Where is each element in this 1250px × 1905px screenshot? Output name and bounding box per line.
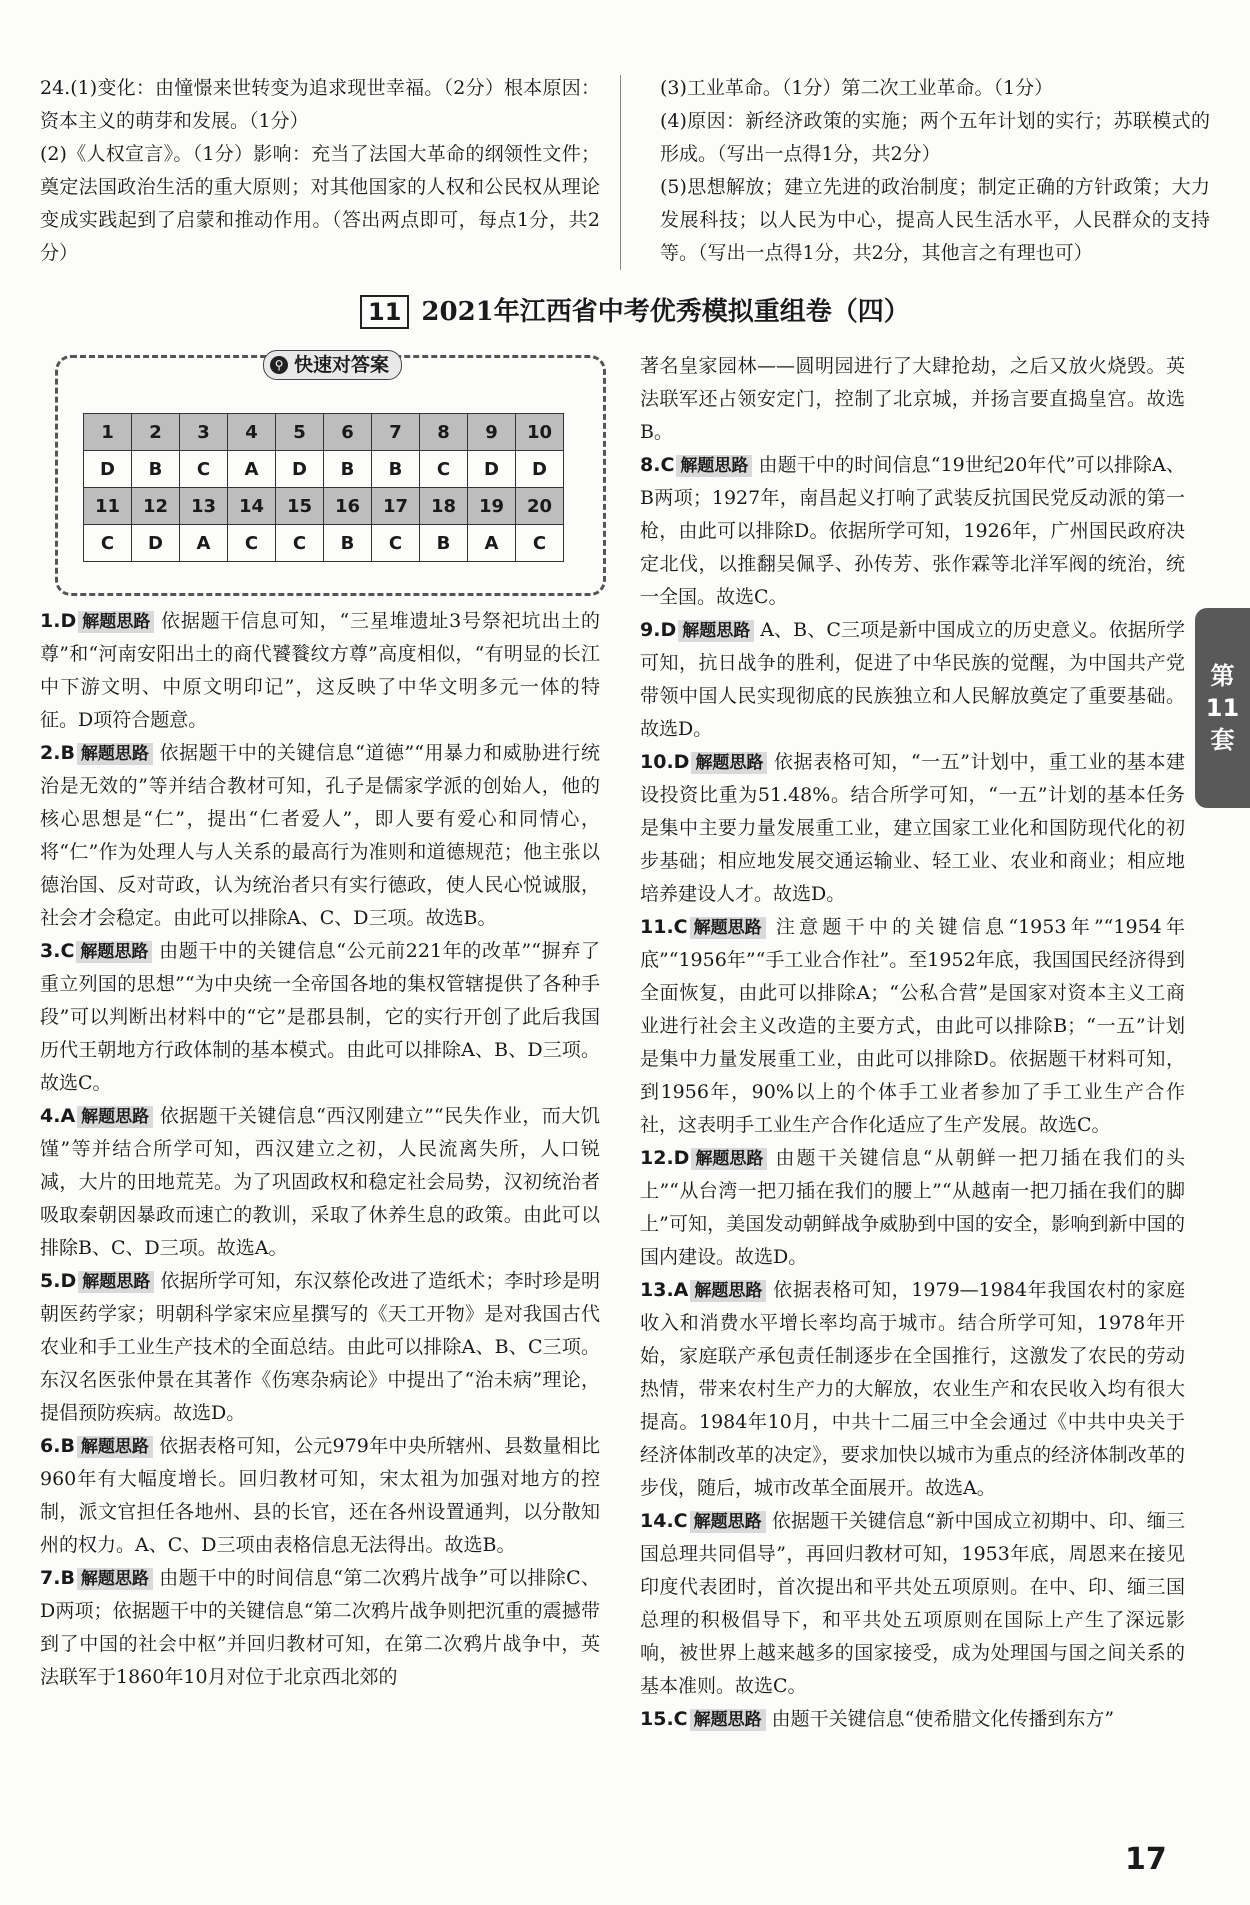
question-number: 1 [84,414,132,451]
answer-number-row-1 [84,414,564,451]
item-number: 12.D [640,1147,690,1169]
solution-tag: 解题思路 [676,455,752,477]
left-explanations [40,605,600,1694]
item-number: 4.A [40,1105,76,1127]
answer-letter-row-2 [84,525,564,562]
question-number: 20 [516,488,564,525]
item-number: 14.C [640,1510,688,1532]
item-text: 著名皇家园林——圆明园进行了大肆抢劫，之后又放火烧毁。英法联军还占领安定门，控制了北京城，并扬言要直捣皇宫。故选B。 [640,355,1185,443]
question-number: 8 [420,414,468,451]
explanation-item [40,737,600,935]
answer-letter: C [372,525,420,562]
item-text: 依据表格可知，1979—1984年我国农村的家庭收入和消费水平增长率均高于城市。结合所学可知，1978年开始，家庭联产承包责任制逐步在全国推行，这激发了农民的劳动热情，带来农村生产力的大解放，农业生产和农民收入均有很大提高。1984年10月，中共十二届三中全会通过《中共中央关于经济体制改革的决定》，要求加快以城市为重点的经济体制改革的步伐，随后，城市改革全面展开。故选A。 [640,1279,1185,1499]
item-text: 依据表格可知，“一五”计划中，重工业的基本建设投资比重为51.48%。结合所学可知，“一五”计划的基本任务是集中主要力量发展重工业，建立国家工业化和国防现代化的初步基础；相应地发展交通运输业、轻工业、农业和商业；相应地培养建设人才。故选D。 [640,751,1185,905]
item-text: 由题干中的时间信息“第二次鸦片战争”可以排除C、D两项；依据题干中的关键信息“第二次鸦片战争则把沉重的震撼带到了中国的社会中枢”并回归教材可知，在第二次鸦片战争中，英法联军于1860年10月对位于北京西北郊的 [40,1567,600,1688]
answer-letter: C [84,525,132,562]
item-number: 15.C [640,1708,688,1730]
item-number: 6.B [40,1435,75,1457]
item-text: 依据所学可知，东汉蔡伦改进了造纸术；李时珍是明朝医药学家；明朝科学家宋应星撰写的《天工开物》是对我国古代农业和手工业生产技术的全面总结。由此可以排除A、B、C三项。东汉名医张仲景在其著作《伤寒杂病论》中提出了“治未病”理论，提倡预防疾病。故选D。 [40,1270,600,1424]
item-text: 依据题干关键信息“西汉刚建立”“民失作业，而大饥馑”等并结合所学可知，西汉建立之初，人民流离失所，人口锐减，大片的田地荒芜。为了巩固政权和稳定社会局势，汉初统治者吸取秦朝因暴政而速亡的教训，采取了休养生息的政策。由此可以排除B、C、D三项。故选A。 [40,1105,600,1259]
answer-24-part4: (4)原因：新经济政策的实施；两个五年计划的实行；苏联模式的形成。（写出一点得1分，共2分） [660,110,1210,165]
top-right-answers [660,72,1210,270]
question-number: 5 [276,414,324,451]
quick-answer-title-text: 快速对答案 [294,354,390,376]
side-tab-line2: 11 [1205,694,1240,722]
answer-number-row-2 [84,488,564,525]
solution-tag: 解题思路 [77,1436,153,1458]
answer-24-part3: (3)工业革命。（1分）第二次工业革命。（1分） [660,77,1054,99]
explanation-item [640,350,1185,449]
answer-letter: B [372,451,420,488]
answer-letter: D [84,451,132,488]
magnifier-icon: ⚲ [270,356,288,374]
explanation-item [40,1562,600,1694]
explanation-item [640,1274,1185,1505]
question-number: 16 [324,488,372,525]
item-text: 注意题干中的关键信息“1953年”“1954年底”“1956年”“手工业合作社”。至1952年底，我国国民经济得到全面恢复，由此可以排除A；“公私合营”是国家对资本主义工商业进行社会主义改造的主要方式，由此可以排除B；“一五”计划是集中力量发展重工业，由此可以排除D。依据题干材料可知，到1956年，90%以上的个体手工业者参加了手工业生产合作社，这表明手工业生产合作化适应了生产发展。故选C。 [640,916,1185,1136]
solution-tag: 解题思路 [77,1568,153,1590]
set-number-badge: 11 [360,295,409,329]
answer-letter: B [132,451,180,488]
item-number: 7.B [40,1567,75,1589]
quick-answer-title [263,350,402,380]
question-number: 18 [420,488,468,525]
explanation-item [640,1703,1185,1736]
question-number: 13 [180,488,228,525]
item-text: 由题干中的时间信息“19世纪20年代”可以排除A、B两项；1927年，南昌起义打响了武装反抗国民党反动派的第一枪，由此可以排除D。依据所学可知，1926年，广州国民政府决定北伐，以推翻吴佩孚、孙传芳、张作霖等北洋军阀的统治，统一全国。故选C。 [640,454,1185,608]
solution-tag: 解题思路 [691,752,767,774]
answer-letter: C [180,451,228,488]
answer-letter: A [180,525,228,562]
answer-table [83,413,564,562]
explanation-item [640,449,1185,614]
answer-letter: B [420,525,468,562]
explanation-item [640,911,1185,1142]
answer-24-part5: (5)思想解放；建立先进的政治制度；制定正确的方针政策；大力发展科技；以人民为中心，提高人民生活水平，人民群众的支持等。（写出一点得1分，共2分，其他言之有理也可） [660,176,1210,264]
solution-tag: 解题思路 [690,1511,766,1533]
solution-tag: 解题思路 [690,1280,766,1302]
item-text: 由题干关键信息“从朝鲜一把刀插在我们的头上”“从台湾一把刀插在我们的腰上”“从越南一把刀插在我们的脚上”可知，美国发动朝鲜战争威胁到中国的安全，影响到新中国的国内建设。故选D。 [640,1147,1185,1268]
item-text: 由题干中的关键信息“公元前221年的改革”“摒弃了重立列国的思想”“为中央统一全帝国各地的集权管辖提供了各种手段”可以判断出材料中的“它”是郡县制，它的实行开创了此后我国历代王朝地方行政体制的基本模式。由此可以排除A、B、D三项。故选C。 [40,940,600,1094]
item-text: 依据表格可知，公元979年中央所辖州、县数量相比960年有大幅度增长。回归教材可知，宋太祖为加强对地方的控制，派文官担任各地州、县的长官，还在各州设置通判，以分散知州的权力。A、C、D三项由表格信息无法得出。故选B。 [40,1435,600,1556]
question-number: 15 [276,488,324,525]
item-text: 由题干关键信息“使希腊文化传播到东方” [771,1708,1115,1730]
answer-letter: C [276,525,324,562]
explanation-item [40,935,600,1100]
page-number: 17 [1125,1842,1167,1877]
solution-tag: 解题思路 [77,743,153,765]
answer-letter: D [132,525,180,562]
question-number: 2 [132,414,180,451]
answer-letter: C [420,451,468,488]
item-number: 3.C [40,940,75,962]
item-text: 依据题干信息可知，“三星堆遗址3号祭祀坑出土的尊”和“河南安阳出土的商代饕餮纹方尊”高度相似，“有明显的长江中下游文明、中原文明印记”，这反映了中华文明多元一体的特征。D项符合题意。 [40,610,600,731]
question-number: 3 [180,414,228,451]
explanation-item [40,1265,600,1430]
question-number: 19 [468,488,516,525]
top-left-answers [40,72,600,270]
solution-tag: 解题思路 [690,1709,766,1731]
answer-24-part2: (2)《人权宣言》。（1分）影响：充当了法国大革命的纲领性文件；奠定法国政治生活的重大原则；对其他国家的人权和公民权从理论变成实践起到了启蒙和推动作用。（答出两点即可，每点1分，共2分） [40,143,600,264]
answer-letter: A [468,525,516,562]
question-number: 7 [372,414,420,451]
item-number: 9.D [640,619,677,641]
explanation-item [640,1142,1185,1274]
explanation-item [640,1505,1185,1703]
item-number: 5.D [40,1270,77,1292]
side-tab-line1: 第 [1210,662,1235,690]
question-number: 17 [372,488,420,525]
solution-tag: 解题思路 [77,1106,153,1128]
item-number: 10.D [640,751,690,773]
answer-letter: C [228,525,276,562]
question-number: 4 [228,414,276,451]
answer-letter: D [276,451,324,488]
question-number: 10 [516,414,564,451]
section-header [360,292,910,332]
item-number: 11.C [640,916,688,938]
solution-tag: 解题思路 [691,1148,767,1170]
chapter-side-tab [1195,608,1250,808]
quick-answer-box [55,355,606,596]
column-divider [620,75,621,270]
question-number: 14 [228,488,276,525]
item-text: 依据题干关键信息“新中国成立初期中、印、缅三国总理共同倡导”，再回归教材可知，1953年底，周恩来在接见印度代表团时，首次提出和平共处五项原则。在中、印、缅三国总理的积极倡导下，和平共处五项原则在国际上产生了深远影响，被世界上越来越多的国家接受，成为处理国与国之间关系的基本准则。故选C。 [640,1510,1185,1697]
explanation-item [40,1100,600,1265]
question-number: 9 [468,414,516,451]
item-number: 13.A [640,1279,689,1301]
answer-letter: D [468,451,516,488]
solution-tag: 解题思路 [690,917,766,939]
item-number: 1.D [40,610,77,632]
item-text: 依据题干中的关键信息“道德”“用暴力和威胁进行统治是无效的”等并结合教材可知，孔子是儒家学派的创始人，他的核心思想是“仁”，提出“仁者爱人”，即人要有爱心和同情心，将“仁”作为处理人与人关系的最高行为准则和道德规范；他主张以德治国、反对苛政，认为统治者只有实行德政，使人民心悦诚服，社会才会稳定。由此可以排除A、C、D三项。故选B。 [40,742,600,929]
question-number: 11 [84,488,132,525]
answer-24-part1: 24.(1)变化：由憧憬来世转变为追求现世幸福。（2分）根本原因：资本主义的萌芽和发展。（1分） [40,77,600,132]
question-number: 6 [324,414,372,451]
solution-tag: 解题思路 [678,620,754,642]
explanation-item [40,605,600,737]
solution-tag: 解题思路 [76,941,152,963]
item-text: A、B、C三项是新中国成立的历史意义。依据所学可知，抗日战争的胜利，促进了中华民族的觉醒，为中国共产党带领中国人民实现彻底的民族独立和人民解放奠定了重要基础。故选D。 [640,619,1185,740]
explanation-item [640,614,1185,746]
solution-tag: 解题思路 [78,611,154,633]
answer-letter: D [516,451,564,488]
answer-letter: A [228,451,276,488]
explanation-item [40,1430,600,1562]
section-title: 2021年江西省中考优秀模拟重组卷（四） [421,296,910,327]
answer-letter: C [516,525,564,562]
item-number: 2.B [40,742,75,764]
answer-letter-row-1 [84,451,564,488]
question-number: 12 [132,488,180,525]
side-tab-line3: 套 [1210,726,1235,754]
solution-tag: 解题思路 [78,1271,154,1293]
answer-letter: B [324,525,372,562]
right-explanations [640,350,1185,1736]
answer-letter: B [324,451,372,488]
explanation-item [640,746,1185,911]
item-number: 8.C [640,454,675,476]
